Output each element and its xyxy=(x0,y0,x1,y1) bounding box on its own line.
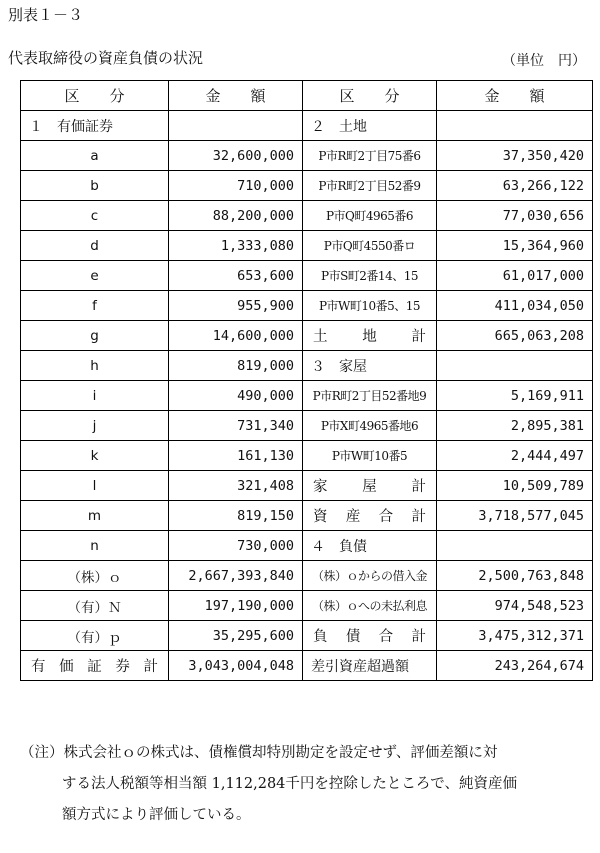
property-amount-cell xyxy=(437,351,593,381)
unit-label: （単位 円） xyxy=(502,53,586,69)
property-amount-cell: 665,063,208 xyxy=(437,321,593,351)
security-amount-cell xyxy=(169,111,303,141)
property-amount-cell: 974,548,523 xyxy=(437,591,593,621)
property-name-cell: （株）ｏへの未払利息 xyxy=(303,591,437,621)
property-name-cell: ２ 土地 xyxy=(303,111,437,141)
security-name-cell: g xyxy=(21,321,169,351)
property-amount-cell: 63,266,122 xyxy=(437,171,593,201)
property-name-cell: 差引資産超過額 xyxy=(303,651,437,681)
property-amount-cell: 10,509,789 xyxy=(437,471,593,501)
table-row xyxy=(21,651,593,681)
security-amount-cell: 2,667,393,840 xyxy=(169,561,303,591)
security-amount-cell: 3,043,004,048 xyxy=(169,651,303,681)
property-name-cell: P市Q町4965番6 xyxy=(303,201,437,231)
property-name-cell: 負債合計 xyxy=(303,621,437,651)
security-amount-cell: 321,408 xyxy=(169,471,303,501)
header-category-1: 区 分 xyxy=(21,81,169,111)
property-amount-cell: 2,895,381 xyxy=(437,411,593,441)
table-row xyxy=(21,411,593,441)
security-amount-cell: 32,600,000 xyxy=(169,141,303,171)
property-amount-cell: 243,264,674 xyxy=(437,651,593,681)
table-row xyxy=(21,231,593,261)
property-name-cell: P市S町2番14、15 xyxy=(303,261,437,291)
footnote-line-1: （注）株式会社ｏの株式は、債権償却特別勘定を設定せず、評価差額に対 xyxy=(20,745,498,761)
security-name-cell: b xyxy=(21,171,169,201)
property-name-cell: P市X町4965番地6 xyxy=(303,411,437,441)
property-amount-cell: 5,169,911 xyxy=(437,381,593,411)
security-name-cell: 有価証券計 xyxy=(21,651,169,681)
property-amount-cell: 2,500,763,848 xyxy=(437,561,593,591)
property-amount-cell xyxy=(437,531,593,561)
table-row xyxy=(21,561,593,591)
property-amount-cell: 77,030,656 xyxy=(437,201,593,231)
footnote-line-2: する法人税額等相当額 1,112,284千円を控除したところで、純資産価 xyxy=(62,776,517,792)
property-amount-cell: 37,350,420 xyxy=(437,141,593,171)
table-row xyxy=(21,111,593,141)
property-name-cell: P市W町10番5 xyxy=(303,441,437,471)
security-name-cell: c xyxy=(21,201,169,231)
property-amount-cell: 3,475,312,371 xyxy=(437,621,593,651)
security-name-cell: （有）ｐ xyxy=(21,621,169,651)
property-name-cell: 家屋計 xyxy=(303,471,437,501)
table-row xyxy=(21,141,593,171)
asset-liability-table xyxy=(20,80,593,681)
footnote xyxy=(20,738,585,831)
security-name-cell: i xyxy=(21,381,169,411)
table-row xyxy=(21,531,593,561)
table-row xyxy=(21,351,593,381)
table-row xyxy=(21,291,593,321)
security-name-cell: d xyxy=(21,231,169,261)
security-amount-cell: 88,200,000 xyxy=(169,201,303,231)
security-name-cell: j xyxy=(21,411,169,441)
property-name-cell: ３ 家屋 xyxy=(303,351,437,381)
security-amount-cell: 35,295,600 xyxy=(169,621,303,651)
security-name-cell: m xyxy=(21,501,169,531)
page-title: 代表取締役の資産負債の状況 xyxy=(8,49,204,67)
property-name-cell: 資産合計 xyxy=(303,501,437,531)
security-amount-cell: 710,000 xyxy=(169,171,303,201)
table-label: 別表１－３ xyxy=(8,6,84,24)
security-name-cell: h xyxy=(21,351,169,381)
property-name-cell: 土地計 xyxy=(303,321,437,351)
property-amount-cell: 15,364,960 xyxy=(437,231,593,261)
table-row xyxy=(21,621,593,651)
security-name-cell: （株）ｏ xyxy=(21,561,169,591)
security-amount-cell: 161,130 xyxy=(169,441,303,471)
security-amount-cell: 819,000 xyxy=(169,351,303,381)
security-amount-cell: 653,600 xyxy=(169,261,303,291)
property-name-cell: P市Q町4550番ロ xyxy=(303,231,437,261)
security-amount-cell: 819,150 xyxy=(169,501,303,531)
property-name-cell: （株）ｏからの借入金 xyxy=(303,561,437,591)
security-name-cell: １ 有価証券 xyxy=(21,111,169,141)
table-row xyxy=(21,591,593,621)
security-name-cell: e xyxy=(21,261,169,291)
header-amount-1: 金 額 xyxy=(169,81,303,111)
security-name-cell: f xyxy=(21,291,169,321)
table-row xyxy=(21,261,593,291)
property-name-cell: P市W町10番5、15 xyxy=(303,291,437,321)
security-name-cell: k xyxy=(21,441,169,471)
table-row xyxy=(21,381,593,411)
footnote-line-3: 額方式により評価している。 xyxy=(62,807,251,823)
property-amount-cell: 2,444,497 xyxy=(437,441,593,471)
security-amount-cell: 1,333,080 xyxy=(169,231,303,261)
security-name-cell: （有）Ｎ xyxy=(21,591,169,621)
security-amount-cell: 197,190,000 xyxy=(169,591,303,621)
security-amount-cell: 14,600,000 xyxy=(169,321,303,351)
table-row xyxy=(21,441,593,471)
security-amount-cell: 731,340 xyxy=(169,411,303,441)
property-name-cell: ４ 負債 xyxy=(303,531,437,561)
property-amount-cell: 3,718,577,045 xyxy=(437,501,593,531)
table-row xyxy=(21,171,593,201)
table-header-row xyxy=(21,81,593,111)
property-name-cell: P市R町2丁目52番9 xyxy=(303,171,437,201)
security-amount-cell: 955,900 xyxy=(169,291,303,321)
security-name-cell: n xyxy=(21,531,169,561)
security-name-cell: a xyxy=(21,141,169,171)
table-row xyxy=(21,201,593,231)
property-name-cell: P市R町2丁目75番6 xyxy=(303,141,437,171)
property-amount-cell xyxy=(437,111,593,141)
security-name-cell: l xyxy=(21,471,169,501)
table-row xyxy=(21,321,593,351)
security-amount-cell: 490,000 xyxy=(169,381,303,411)
header-category-2: 区 分 xyxy=(303,81,437,111)
property-amount-cell: 61,017,000 xyxy=(437,261,593,291)
table-row xyxy=(21,501,593,531)
header-amount-2: 金 額 xyxy=(437,81,593,111)
property-amount-cell: 411,034,050 xyxy=(437,291,593,321)
table-row xyxy=(21,471,593,501)
property-name-cell: P市R町2丁目52番地9 xyxy=(303,381,437,411)
security-amount-cell: 730,000 xyxy=(169,531,303,561)
